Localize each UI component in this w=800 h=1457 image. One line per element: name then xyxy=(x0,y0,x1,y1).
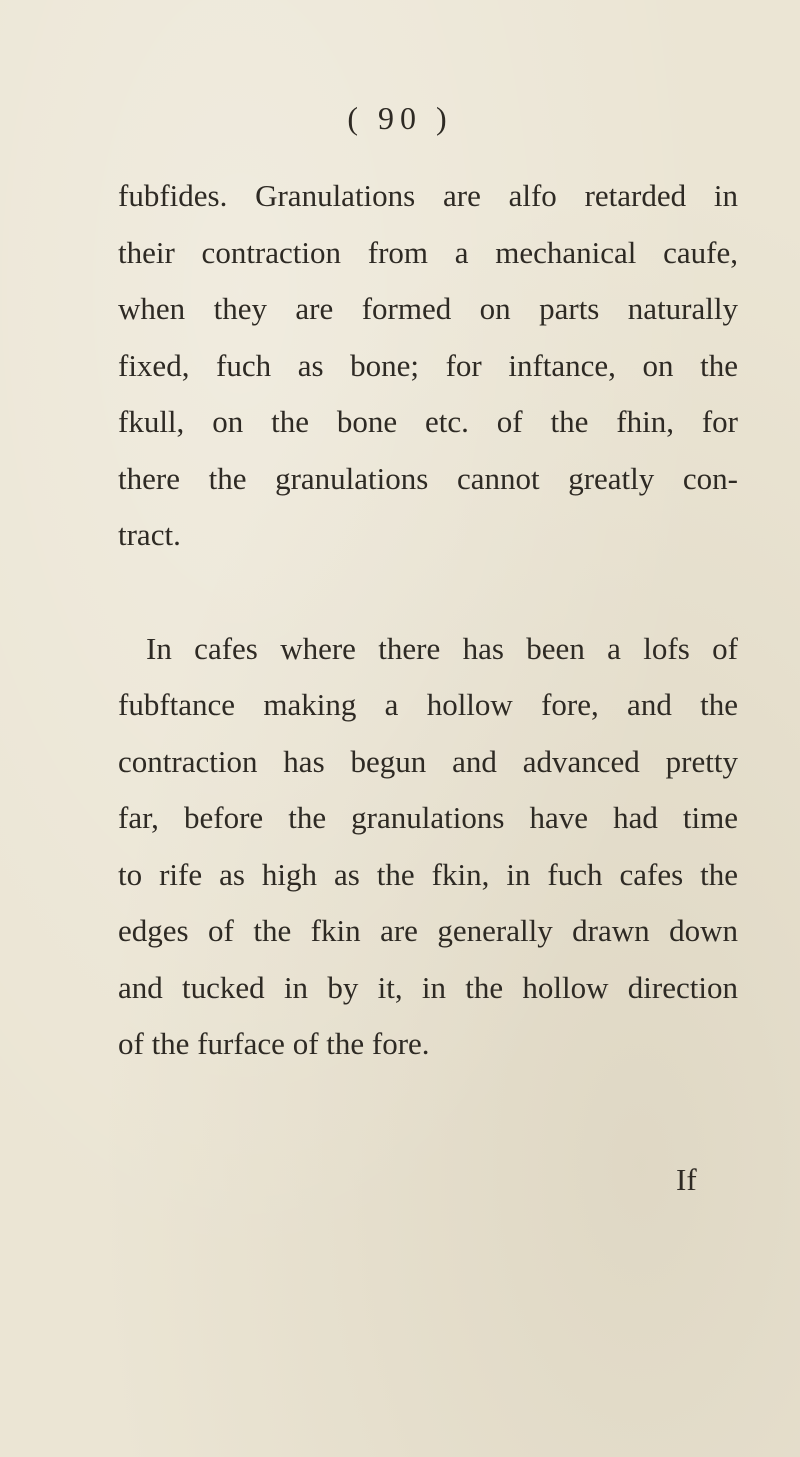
text-line: of the furface of the fore. xyxy=(118,1026,430,1061)
text-line: fubftance making a hollow fore, and the xyxy=(118,687,738,722)
text-line: when they are formed on parts naturally xyxy=(118,291,738,326)
paragraph xyxy=(118,621,738,1073)
text-line: fubfides. Granulations are alfo retarded in xyxy=(118,178,738,213)
catchword: If xyxy=(676,1162,697,1197)
body-text xyxy=(118,168,738,1073)
text-line: In cafes where there has been a lofs of xyxy=(146,630,738,666)
text-line: and tucked in by it, in the hollow direction xyxy=(118,969,738,1005)
text-line: edges of the fkin are generally drawn down xyxy=(118,913,738,948)
page-number: ( 90 ) xyxy=(347,100,453,136)
text-line: to rife as high as the fkin, in fuch cafes the xyxy=(118,856,738,892)
text-line: fkull, on the bone etc. of the fhin, for xyxy=(118,404,738,439)
text-line: far, before the granulations have had time xyxy=(118,800,738,835)
text-line: tract. xyxy=(118,517,181,552)
paragraph-gap xyxy=(118,564,738,621)
text-line: their contraction from a mechanical caufe, xyxy=(118,234,738,270)
text-line: there the granulations cannot greatly con- xyxy=(118,460,738,496)
text-line: contraction has begun and advanced pretty xyxy=(118,743,738,779)
paragraph xyxy=(118,168,738,564)
text-line: fixed, fuch as bone; for inftance, on the xyxy=(118,347,738,383)
